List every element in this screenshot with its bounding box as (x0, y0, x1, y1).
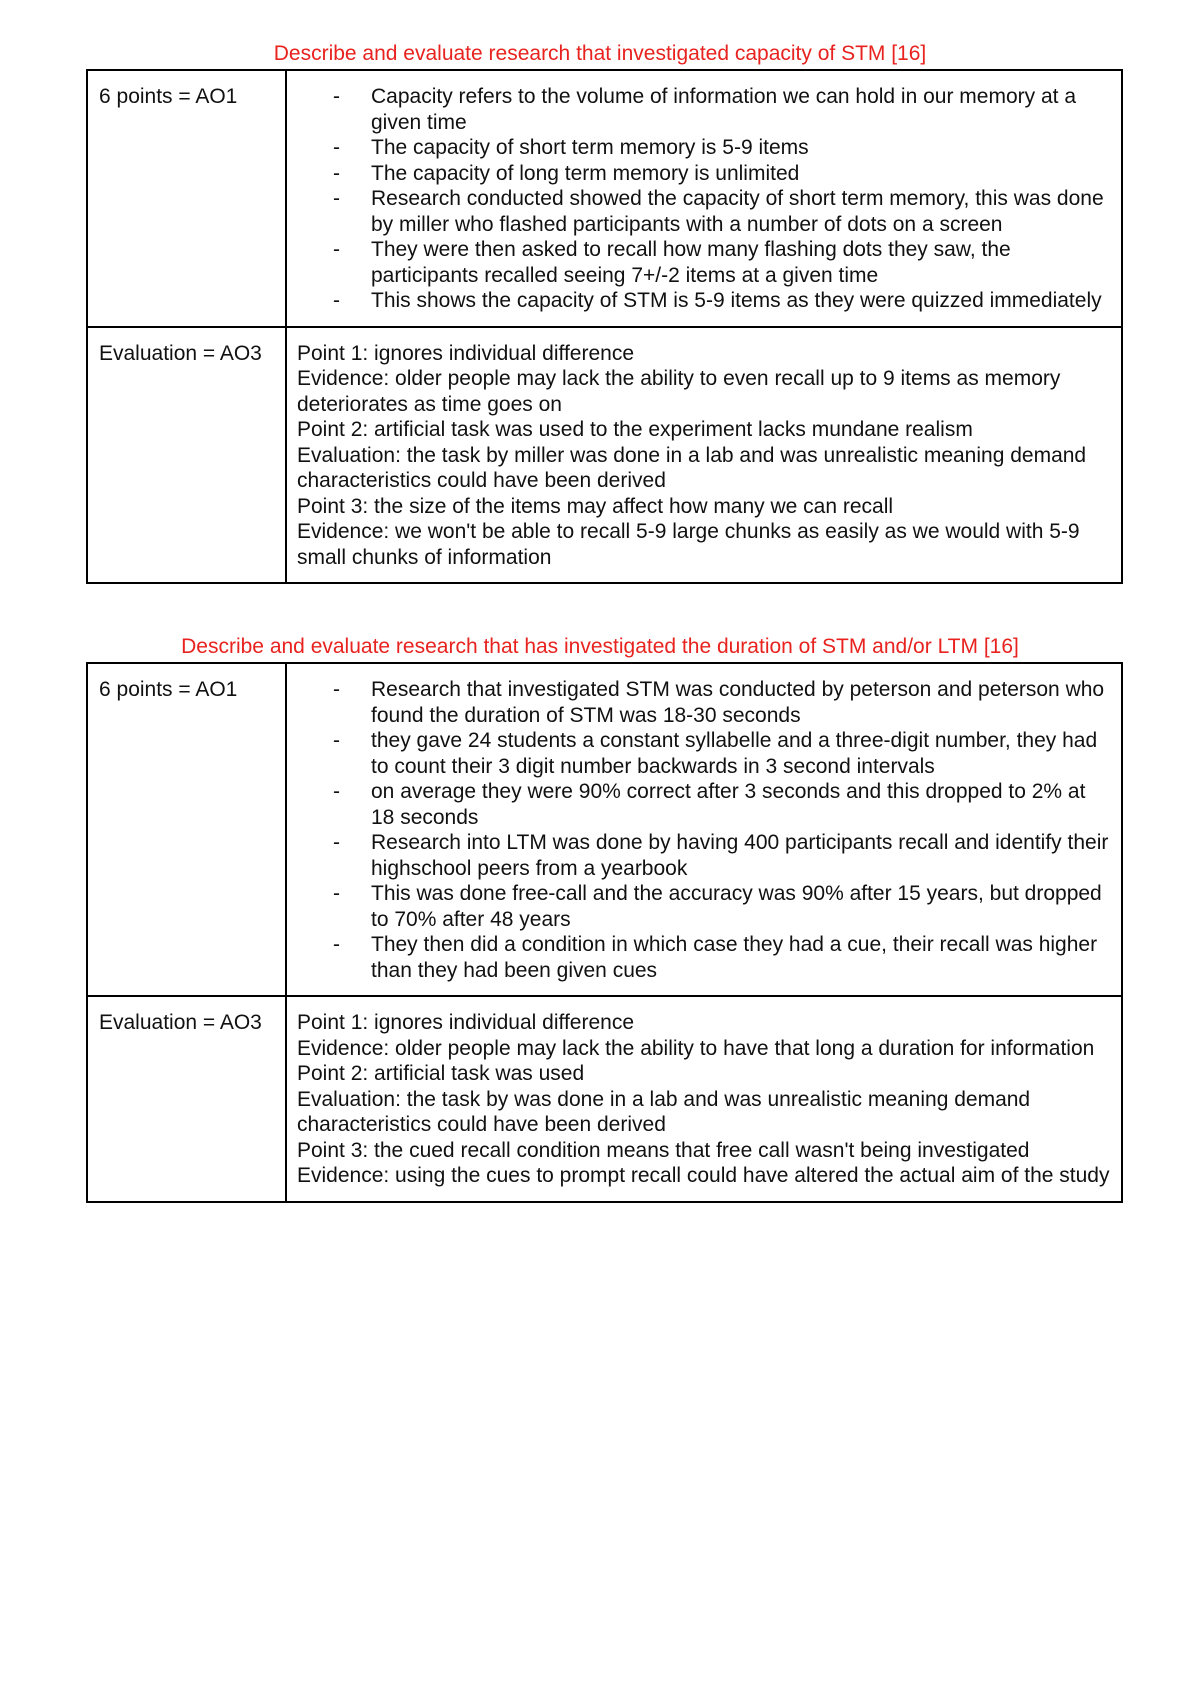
ao3-content (286, 327, 1122, 584)
ao3-label: Evaluation = AO3 (87, 996, 286, 1202)
list-item: - Research that investigated STM was conducted by peterson and peterson who found the duration of STM was 18-30 seconds (371, 677, 1111, 728)
evaluation-line: Point 2: artificial task was used (297, 1062, 585, 1085)
list-item: - Research conducted showed the capacity of short term memory, this was done by miller who flashed participants with a number of dots on a screen (371, 186, 1111, 237)
list-item: - They then did a condition in which case they had a cue, their recall was higher than they had been given cues (371, 932, 1111, 983)
list-item: - Research into LTM was done by having 400 participants recall and identify their highschool peers from a yearbook (371, 830, 1111, 881)
evaluation-line: Point 1: ignores individual difference (297, 1011, 634, 1034)
evaluation-line: Point 3: the size of the items may affect how many we can recall (297, 494, 894, 518)
evaluation-line: Evidence: older people may lack the ability to have that long a duration for information (297, 1036, 1095, 1060)
list-item: - The capacity of long term memory is unlimited (371, 161, 1111, 187)
ao1-point-list (297, 677, 1111, 983)
ao1-point-list (297, 84, 1111, 314)
ao3-label: Evaluation = AO3 (87, 327, 286, 584)
ao1-label: 6 points = AO1 (87, 663, 286, 996)
list-item: - This shows the capacity of STM is 5-9 items as they were quizzed immediately (371, 288, 1111, 314)
list-item: - on average they were 90% correct after 3 seconds and this dropped to 2% at 18 seconds (371, 779, 1111, 830)
section-2-table (86, 662, 1123, 1203)
section-2-title: Describe and evaluate research that has investigated the duration of STM and/or LTM [16] (181, 635, 1019, 658)
evaluation-line: Evidence: older people may lack the ability to even recall up to 9 items as memory deteriorates as time goes on (297, 367, 1061, 416)
list-item: - they gave 24 students a constant syllabelle and a three-digit number, they had to count their 3 digit number backwards in 3 second intervals (371, 728, 1111, 779)
evaluation-line: Evidence: using the cues to prompt recall could have altered the actual aim of the study (297, 1164, 1110, 1187)
ao1-row (87, 663, 1122, 996)
evaluation-line: Point 1: ignores individual difference (297, 341, 634, 365)
ao3-content (286, 996, 1122, 1202)
list-item: - This was done free-call and the accuracy was 90% after 15 years, but dropped to 70% after 48 years (371, 881, 1111, 932)
list-item: - They were then asked to recall how many flashing dots they saw, the participants recalled seeing 7+/-2 items at a given time (371, 237, 1111, 288)
list-item: - The capacity of short term memory is 5-9 items (371, 135, 1111, 161)
evaluation-line: Evaluation: the task by miller was done in a lab and was unrealistic meaning demand characteristics could have been derived (297, 443, 1087, 492)
evaluation-line: Point 3: the cued recall condition means that free call wasn't being investigated (297, 1138, 1030, 1162)
ao1-content (286, 70, 1122, 327)
ao3-row (87, 996, 1122, 1202)
ao1-label: 6 points = AO1 (87, 70, 286, 327)
ao1-content (286, 663, 1122, 996)
evaluation-line: Point 2: artificial task was used to the experiment lacks mundane realism (297, 418, 973, 441)
evaluation-line: Evidence: we won't be able to recall 5-9 large chunks as easily as we would with 5-9 small chunks of information (297, 520, 1080, 569)
list-item: - Capacity refers to the volume of information we can hold in our memory at a given time (371, 84, 1111, 135)
section-1-table (86, 69, 1123, 584)
section-1-title: Describe and evaluate research that investigated capacity of STM [16] (273, 42, 927, 65)
ao3-row (87, 327, 1122, 584)
evaluation-line: Evaluation: the task by was done in a lab and was unrealistic meaning demand characteristics could have been derived (297, 1087, 1031, 1136)
ao1-row (87, 70, 1122, 327)
